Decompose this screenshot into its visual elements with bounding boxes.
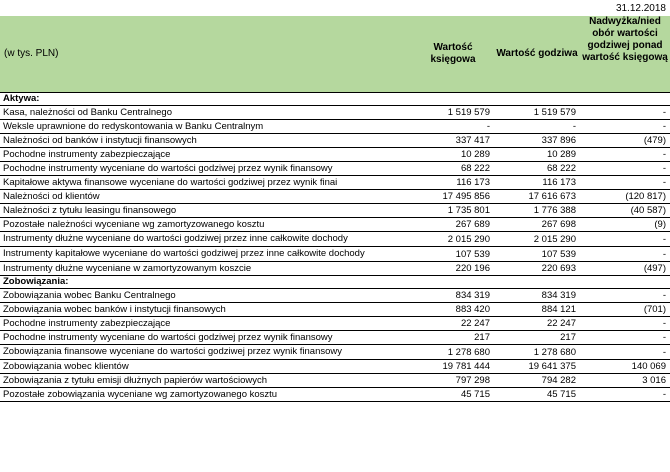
row-label: Instrumenty dłużne wyceniane w zamortyzowanym koszcie: [0, 262, 412, 276]
book-value-cell: 45 715: [412, 388, 494, 402]
difference-cell: 3 016: [580, 374, 670, 388]
fair-value-cell: 2 015 290: [494, 232, 580, 247]
row-label: Zobowiązania wobec Banku Centralnego: [0, 289, 412, 303]
difference-cell: -: [580, 317, 670, 331]
row-label: Należności z tytułu leasingu finansowego: [0, 204, 412, 218]
fair-value-cell: 267 698: [494, 218, 580, 232]
book-value-cell: 10 289: [412, 148, 494, 162]
fair-value-cell: 217: [494, 331, 580, 345]
table-row: [0, 345, 670, 360]
table-row: [0, 218, 670, 232]
row-label: Pochodne instrumenty wyceniane do wartości godziwej przez wynik finansowy: [0, 162, 412, 176]
table-body: [0, 93, 670, 402]
fair-value-table: [0, 16, 670, 402]
difference-cell: (40 587): [580, 204, 670, 218]
header-book-value: Wartość księgowa: [412, 16, 494, 93]
table-row: [0, 106, 670, 120]
book-value-cell: 220 196: [412, 262, 494, 276]
fair-value-cell: 116 173: [494, 176, 580, 190]
row-label: Kasa, należności od Banku Centralnego: [0, 106, 412, 120]
difference-cell: -: [580, 345, 670, 360]
difference-cell: -: [580, 162, 670, 176]
difference-cell: -: [580, 331, 670, 345]
difference-cell: -: [580, 148, 670, 162]
fair-value-cell: 1 519 579: [494, 106, 580, 120]
row-label: Pozostałe należności wyceniane wg zamortyzowanego kosztu: [0, 218, 412, 232]
book-value-cell: 337 417: [412, 134, 494, 148]
book-value-cell: -: [412, 120, 494, 134]
fair-value-cell: 22 247: [494, 317, 580, 331]
book-value-cell: 217: [412, 331, 494, 345]
row-label: Należności od banków i instytucji finansowych: [0, 134, 412, 148]
difference-cell: -: [580, 232, 670, 247]
difference-cell: (479): [580, 134, 670, 148]
section-title: Aktywa:: [0, 93, 670, 106]
table-row: [0, 289, 670, 303]
header-fair-value: Wartość godziwa: [494, 16, 580, 93]
row-label: Pochodne instrumenty zabezpieczające: [0, 317, 412, 331]
book-value-cell: 107 539: [412, 247, 494, 262]
fair-value-cell: 10 289: [494, 148, 580, 162]
section-header-row: [0, 276, 670, 289]
table-row: [0, 247, 670, 262]
book-value-cell: 19 781 444: [412, 360, 494, 374]
fair-value-cell: 19 641 375: [494, 360, 580, 374]
table-row: [0, 317, 670, 331]
row-label: Pozostałe zobowiązania wyceniane wg zamortyzowanego kosztu: [0, 388, 412, 402]
difference-cell: -: [580, 388, 670, 402]
difference-cell: (497): [580, 262, 670, 276]
book-value-cell: 17 495 856: [412, 190, 494, 204]
table-row: [0, 120, 670, 134]
row-label: Zobowiązania z tytułu emisji dłużnych papierów wartościowych: [0, 374, 412, 388]
row-label: Zobowiązania finansowe wyceniane do wartości godziwej przez wynik finansowy: [0, 345, 412, 360]
fair-value-cell: 220 693: [494, 262, 580, 276]
book-value-cell: 1 735 801: [412, 204, 494, 218]
difference-cell: -: [580, 176, 670, 190]
difference-cell: 140 069: [580, 360, 670, 374]
table-row: [0, 190, 670, 204]
book-value-cell: 1 278 680: [412, 345, 494, 360]
table-row: [0, 374, 670, 388]
table-row: [0, 204, 670, 218]
unit-label: (w tys. PLN): [0, 16, 412, 93]
row-label: Kapitałowe aktywa finansowe wyceniane do wartości godziwej przez wynik finai: [0, 176, 412, 190]
book-value-cell: 22 247: [412, 317, 494, 331]
difference-cell: -: [580, 106, 670, 120]
book-value-cell: 267 689: [412, 218, 494, 232]
book-value-cell: 883 420: [412, 303, 494, 317]
row-label: Należności od klientów: [0, 190, 412, 204]
book-value-cell: 68 222: [412, 162, 494, 176]
table-row: [0, 134, 670, 148]
report-date: 31.12.2018: [615, 3, 666, 14]
table-row: [0, 360, 670, 374]
table-row: [0, 303, 670, 317]
fair-value-cell: 68 222: [494, 162, 580, 176]
row-label: Instrumenty dłużne wyceniane do wartości godziwej przez inne całkowite dochody: [0, 232, 412, 247]
fair-value-cell: 884 121: [494, 303, 580, 317]
fair-value-cell: 1 278 680: [494, 345, 580, 360]
table-row: [0, 162, 670, 176]
fair-value-cell: 337 896: [494, 134, 580, 148]
fair-value-cell: 1 776 388: [494, 204, 580, 218]
section-header-row: [0, 93, 670, 106]
table-row: [0, 331, 670, 345]
difference-cell: (120 817): [580, 190, 670, 204]
row-label: Weksle uprawnione do redyskontowania w Banku Centralnym: [0, 120, 412, 134]
book-value-cell: 797 298: [412, 374, 494, 388]
table-row: [0, 176, 670, 190]
fair-value-cell: 107 539: [494, 247, 580, 262]
book-value-cell: 2 015 290: [412, 232, 494, 247]
fair-value-cell: 794 282: [494, 374, 580, 388]
fair-value-cell: 45 715: [494, 388, 580, 402]
section-title: Zobowiązania:: [0, 276, 670, 289]
fair-value-cell: 17 616 673: [494, 190, 580, 204]
row-label: Instrumenty kapitałowe wyceniane do wartości godziwej przez inne całkowite dochody: [0, 247, 412, 262]
table-row: [0, 232, 670, 247]
row-label: Pochodne instrumenty zabezpieczające: [0, 148, 412, 162]
fair-value-cell: 834 319: [494, 289, 580, 303]
table-row: [0, 148, 670, 162]
difference-cell: (701): [580, 303, 670, 317]
table-row: [0, 388, 670, 402]
fair-value-cell: -: [494, 120, 580, 134]
row-label: Zobowiązania wobec klientów: [0, 360, 412, 374]
table-header: [0, 16, 670, 93]
row-label: Zobowiązania wobec banków i instytucji finansowych: [0, 303, 412, 317]
row-label: Pochodne instrumenty wyceniane do wartości godziwej przez wynik finansowy: [0, 331, 412, 345]
header-difference: Nadwyżka/nied obór wartości godziwej ponad wartość księgową: [580, 16, 670, 93]
difference-cell: -: [580, 247, 670, 262]
difference-cell: -: [580, 289, 670, 303]
book-value-cell: 1 519 579: [412, 106, 494, 120]
book-value-cell: 116 173: [412, 176, 494, 190]
difference-cell: (9): [580, 218, 670, 232]
book-value-cell: 834 319: [412, 289, 494, 303]
difference-cell: -: [580, 120, 670, 134]
table-row: [0, 262, 670, 276]
